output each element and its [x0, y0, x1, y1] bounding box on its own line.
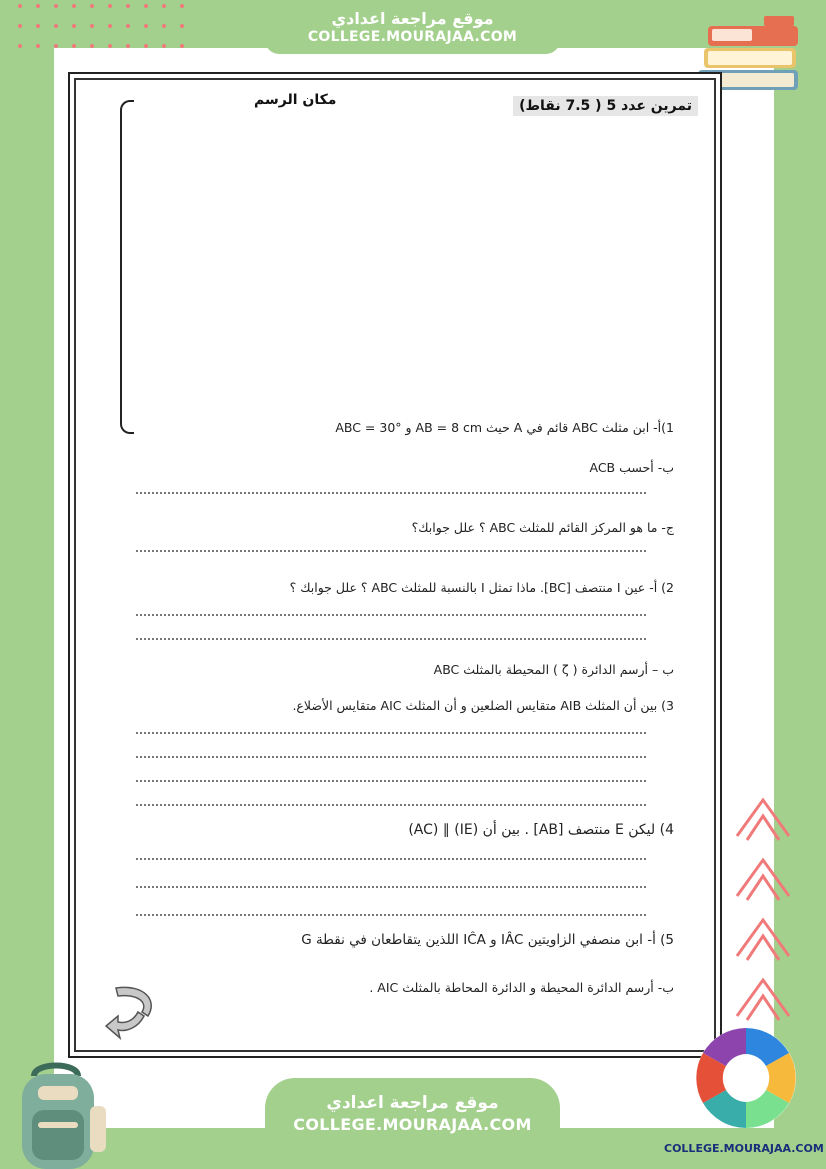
- answer-line: [136, 914, 646, 916]
- answer-line: [136, 886, 646, 888]
- site-name-arabic: موقع مراجعة اعدادي: [326, 1093, 499, 1113]
- site-name-arabic: موقع مراجعة اعدادي: [331, 9, 494, 28]
- top-site-banner[interactable]: [265, 6, 560, 54]
- question-3: 3) بين أن المثلث AIB متقايس الضلعين و أن المثلث AIC متقايس الأضلاع.: [292, 698, 674, 713]
- question-1c: ج- ما هو المركز القائم للمثلث ABC ؟ علل جوابك؟: [411, 520, 674, 535]
- answer-line: [136, 550, 646, 552]
- question-1a: 1)أ- ابن مثلث ABC قائم في A حيث AB = 8 cm و ABC = 30°: [335, 420, 674, 435]
- logo-caption: COLLEGE.MOURAJAA.COM: [664, 1142, 824, 1155]
- bottom-site-banner[interactable]: [265, 1078, 560, 1148]
- chevron-up-icon: [733, 792, 793, 1032]
- exam-sheet-inner-border: [74, 78, 716, 1052]
- answer-line: [136, 756, 646, 758]
- answer-line: [136, 732, 646, 734]
- answer-line: [136, 614, 646, 616]
- site-url[interactable]: COLLEGE.MOURAJAA.COM: [307, 29, 518, 45]
- drawing-area-bracket: [120, 100, 134, 434]
- exam-sheet: [68, 72, 722, 1058]
- answer-line: [136, 492, 646, 494]
- question-4: 4) ليكن E منتصف [AB] . بين أن (IE) ∥ (AC): [408, 822, 674, 838]
- site-url[interactable]: COLLEGE.MOURAJAA.COM: [293, 1115, 532, 1134]
- logo-wheel-icon: [694, 1022, 798, 1140]
- backpack-icon: [8, 1056, 112, 1169]
- answer-line: [136, 780, 646, 782]
- drawing-area-label: مكان الرسم: [254, 92, 337, 108]
- question-1b: ب- أحسب ACB: [589, 460, 674, 475]
- question-5b: ب- أرسم الدائرة المحيطة و الدائرة المحاطة بالمثلث AIC .: [369, 980, 674, 995]
- question-2b: ب – أرسم الدائرة ( ζ ) المحيطة بالمثلث ABC: [433, 662, 674, 677]
- answer-line: [136, 858, 646, 860]
- curved-arrow-icon: [104, 980, 160, 1042]
- answer-line: [136, 638, 646, 640]
- question-2a: 2) أ- عين I منتصف [BC]. ماذا تمثل I بالنسبة للمثلث ABC ؟ علل جوابك ؟: [289, 580, 674, 595]
- question-5a: 5) أ- ابن منصفي الزاويتين IÂC و IĈA اللذين يتقاطعان في نقطة G: [301, 932, 674, 948]
- exercise-title: تمرين عدد 5 ( 7.5 نقاط): [513, 96, 698, 116]
- answer-line: [136, 804, 646, 806]
